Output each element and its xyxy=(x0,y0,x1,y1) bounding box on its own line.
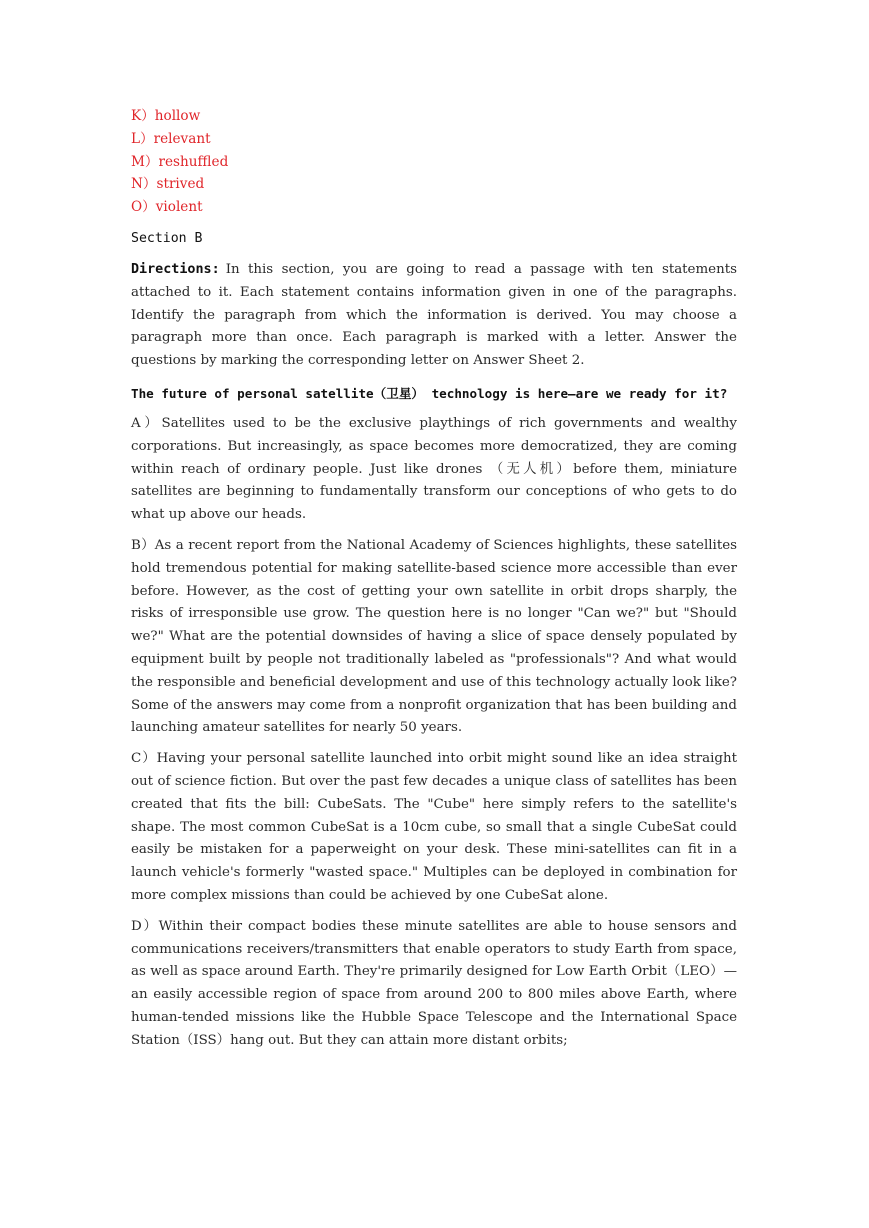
option-letter: K） xyxy=(131,108,155,124)
option-letter: N） xyxy=(131,176,157,193)
option-word: reshuffled xyxy=(158,153,229,170)
passage-title: The future of personal satellite（卫星） technology is here—are we ready for it? xyxy=(131,385,728,401)
option-l xyxy=(131,128,737,151)
option-k xyxy=(131,105,737,128)
option-word: hollow xyxy=(154,108,201,124)
option-word: relevant xyxy=(153,130,211,147)
paragraph-a: A）Satellites used to be the exclusive playthings of rich governments and wealthy corporations. But increasingly, as space becomes more democratized, they are coming within reach of ordinary people. Just like drones （无人机）before them, miniature satellites are beginning to fundamentally transform our conceptions of who gets to do what up above our heads. xyxy=(131,415,737,523)
paragraph-b: B）As a recent report from the National Academy of Sciences highlights, these satellites hold tremendous potential for making satellite-based science more accessible than ever before. However, as the cost of getting your own satellite in orbit drops sharply, the risks of irresponsible use grow. The question here is no longer "Can we?" but "Should we?" What are the potential downsides of having a slice of space densely populated by equipment built by people not traditionally labeled as "professionals"? And what would the responsible and beneficial development and use of this technology actually look like? Some of the answers may come from a nonprofit organization that has been building and launching amateur satellites for nearly 50 years. xyxy=(131,537,737,736)
section-heading: Section B xyxy=(131,230,203,246)
paragraph-d: D）Within their compact bodies these minute satellites are able to house sensors and communications receivers/transmitters that enable operators to study Earth from space, as well as space around Earth. They're primarily designed for Low Earth Orbit（LEO）—an easily accessible region of space from around 200 to 800 miles above Earth, where human-tended missions like the Hubble Space Telescope and the International Space Station（ISS）hang out. But they can attain more distant orbits; xyxy=(131,918,737,1048)
option-o xyxy=(131,196,737,219)
directions xyxy=(131,259,737,373)
option-letter: L） xyxy=(131,130,154,147)
option-letter: M） xyxy=(131,153,159,170)
word-options-list xyxy=(131,105,737,219)
option-letter: O） xyxy=(131,199,156,216)
option-m xyxy=(131,151,737,174)
option-word: strived xyxy=(156,176,205,193)
directions-label: Directions: xyxy=(131,261,220,277)
option-word: violent xyxy=(155,199,203,216)
paragraph-c: C）Having your personal satellite launched into orbit might sound like an idea straight out of science fiction. But over the past few decades a unique class of satellites has been created that fits the bill: CubeSats. The "Cube" here simply refers to the satellite's shape. The most common CubeSat is a 10cm cube, so small that a single CubeSat could easily be mistaken for a paperweight on your desk. These mini-satellites can fit in a launch vehicle's formerly "wasted space." Multiples can be deployed in combination for more complex missions than could be achieved by one CubeSat alone. xyxy=(131,751,737,903)
document-page xyxy=(131,105,737,1052)
option-n xyxy=(131,173,737,196)
directions-text: In this section, you are going to read a passage with ten statements attached to it. Each statement contains information given in one of the paragraphs. Identify the paragraph from which the information is derived. You may choose a paragraph more than once. Each paragraph is marked with a letter. Answer the questions by marking the corresponding letter on Answer Sheet 2. xyxy=(131,261,737,369)
